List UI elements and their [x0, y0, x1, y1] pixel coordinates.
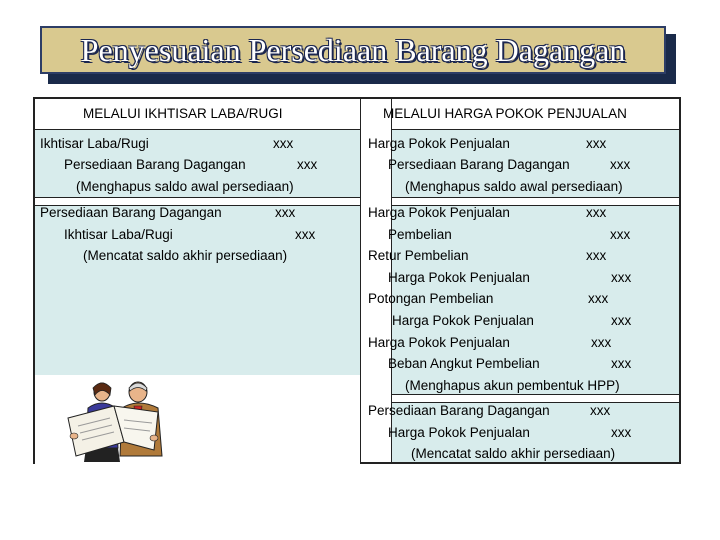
page-title: Penyesuaian Persediaan Barang Dagangan — [80, 31, 626, 68]
right-e3-debit-account: Persediaan Barang Dagangan — [368, 403, 550, 418]
right-e2-line-5: Potongan Pembelian — [368, 291, 494, 306]
right-e2-amount-2: xxx — [610, 227, 631, 242]
right-e2-line-6: Harga Pokok Penjualan — [392, 313, 534, 328]
right-e1-credit-account: Persediaan Barang Dagangan — [388, 157, 570, 172]
right-e2-amount-7: xxx — [591, 335, 612, 350]
left-e1-debit-account: Ikhtisar Laba/Rugi — [40, 136, 149, 151]
right-e2-amount-8: xxx — [611, 356, 632, 371]
right-e2-line-7: Harga Pokok Penjualan — [368, 335, 510, 350]
right-separator-2 — [392, 394, 679, 403]
right-e2-amount-5: xxx — [588, 291, 609, 306]
left-e2-credit-amount: xxx — [295, 227, 316, 242]
right-e2-note: (Menghapus akun pembentuk HPP) — [405, 378, 620, 393]
left-e2-credit-account: Ikhtisar Laba/Rugi — [64, 227, 173, 242]
business-people-illustration — [62, 378, 172, 463]
right-e3-credit-account: Harga Pokok Penjualan — [388, 425, 530, 440]
left-column-header: MELALUI IKHTISAR LABA/RUGI — [83, 106, 283, 121]
left-e1-note: (Menghapus saldo awal persediaan) — [76, 179, 294, 194]
right-e3-credit-amount: xxx — [611, 425, 632, 440]
left-e2-debit-account: Persediaan Barang Dagangan — [40, 205, 222, 220]
right-e3-debit-amount: xxx — [590, 403, 611, 418]
right-e2-line-2: Pembelian — [388, 227, 452, 242]
right-e2-line-8: Beban Angkut Pembelian — [388, 356, 540, 371]
right-e1-credit-amount: xxx — [610, 157, 631, 172]
right-e2-amount-4: xxx — [611, 270, 632, 285]
left-e2-note: (Mencatat saldo akhir persediaan) — [83, 248, 288, 263]
right-e2-line-3: Retur Pembelian — [368, 248, 469, 263]
right-e2-amount-6: xxx — [611, 313, 632, 328]
right-e2-amount-1: xxx — [586, 205, 607, 220]
right-e2-line-1: Harga Pokok Penjualan — [368, 205, 510, 220]
left-e1-debit-amount: xxx — [273, 136, 294, 151]
journal-table — [33, 97, 681, 464]
title-banner — [40, 26, 666, 74]
right-e2-amount-3: xxx — [586, 248, 607, 263]
right-e1-debit-amount: xxx — [586, 136, 607, 151]
right-column-header: MELALUI HARGA POKOK PENJUALAN — [383, 106, 627, 121]
left-e2-debit-amount: xxx — [275, 205, 296, 220]
right-e1-note: (Menghapus saldo awal persediaan) — [405, 179, 623, 194]
right-e2-line-4: Harga Pokok Penjualan — [388, 270, 530, 285]
left-e1-credit-account: Persediaan Barang Dagangan — [64, 157, 246, 172]
right-e3-note: (Mencatat saldo akhir persediaan) — [411, 446, 616, 461]
right-e1-debit-account: Harga Pokok Penjualan — [368, 136, 510, 151]
left-e1-credit-amount: xxx — [297, 157, 318, 172]
